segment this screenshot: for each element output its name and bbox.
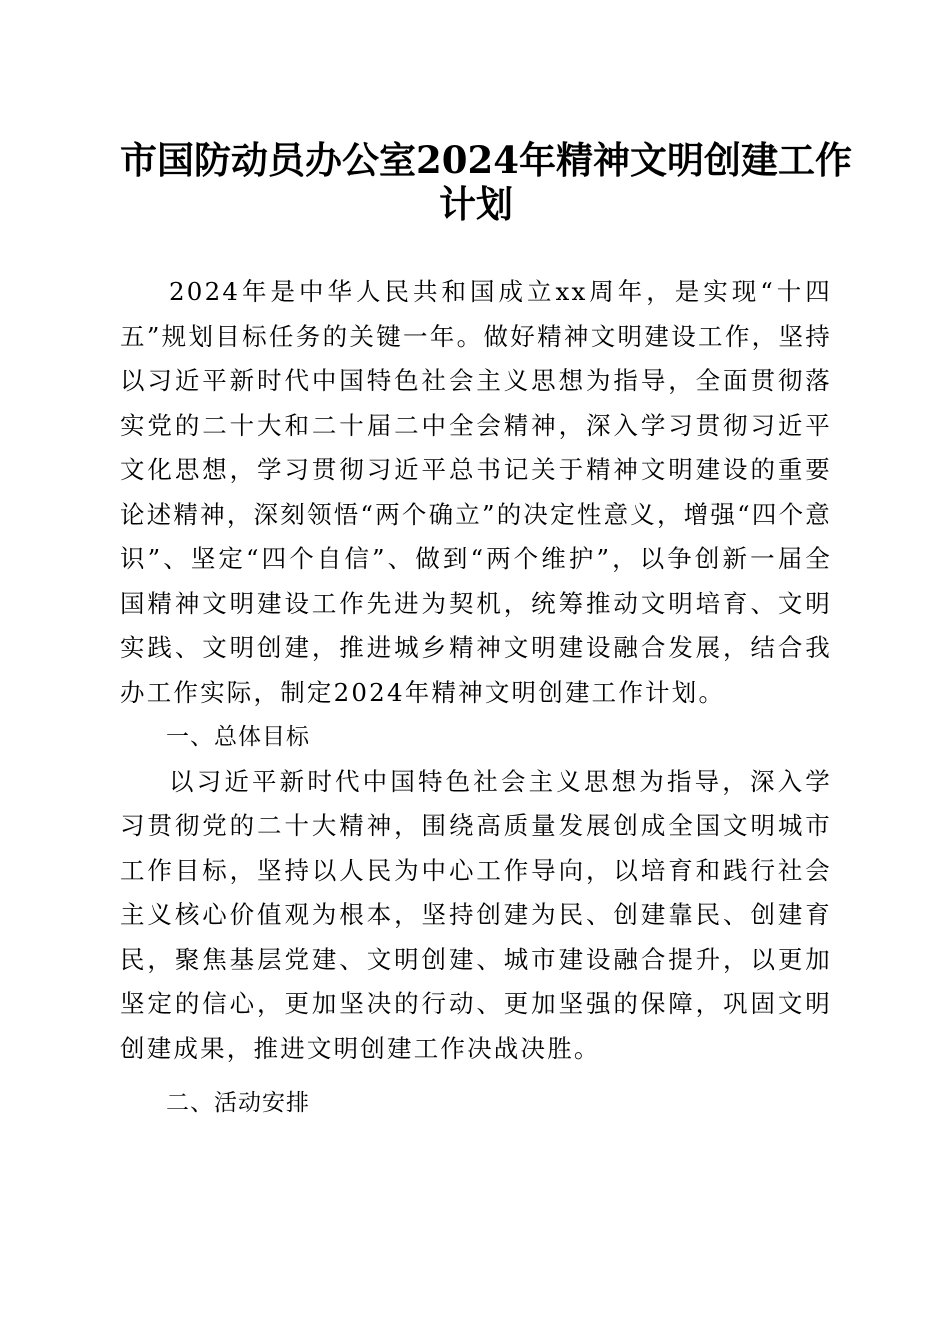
- section-2-heading: 二、活动安排: [166, 1090, 310, 1116]
- document-title-line-1: 市国防动员办公室2024年精神文明创建工作: [120, 138, 852, 182]
- section-1-heading: 一、总体目标: [166, 724, 310, 750]
- document-body: [120, 270, 832, 1126]
- document-page: [120, 138, 852, 1126]
- intro-paragraph: 2024年是中华人民共和国成立xx周年，是实现“十四五”规划目标任务的关键一年。做好精神文明建设工作，坚持以习近平新时代中国特色社会主义思想为指导，全面贯彻落实党的二十大和二十届二中全会精神，深入学习贯彻习近平文化思想，学习贯彻习近平总书记关于精神文明建设的重要论述精神，深刻领悟“两个确立”的决定性意义，增强“四个意识”、坚定“四个自信”、做到“两个维护”，以争创新一届全国精神文明建设工作先进为契机，统筹推动文明培育、文明实践、文明创建，推进城乡精神文明建设融合发展，结合我办工作实际，制定2024年精神文明创建工作计划。: [120, 277, 832, 707]
- section-1-paragraph: 以习近平新时代中国特色社会主义思想为指导，深入学习贯彻党的二十大精神，围绕高质量发展创成全国文明城市工作目标，坚持以人民为中心工作导向，以培育和践行社会主义核心价值观为根本，坚持创建为民、创建靠民、创建育民，聚焦基层党建、文明创建、城市建设融合提升，以更加坚定的信心，更加坚决的行动、更加坚强的保障，巩固文明创建成果，推进文明创建工作决战决胜。: [120, 766, 832, 1063]
- document-title-line-2: 计划: [439, 182, 513, 226]
- document-title: [120, 138, 852, 226]
